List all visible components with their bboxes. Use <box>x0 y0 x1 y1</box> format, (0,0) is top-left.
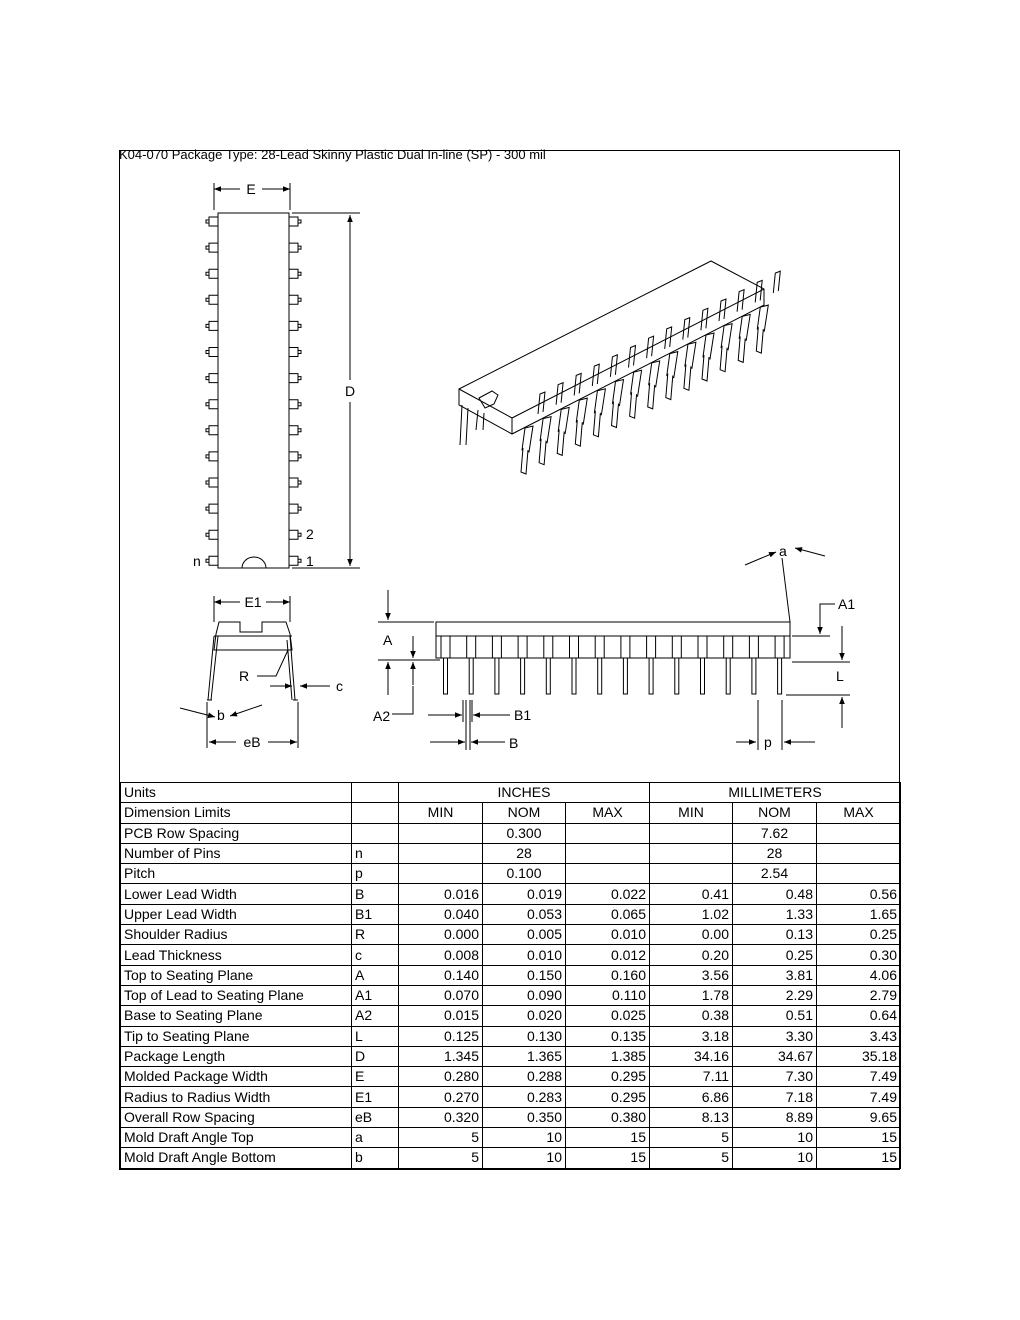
row-value: 1.385 <box>566 1046 650 1066</box>
dim-label-A: A <box>383 632 393 648</box>
iso-pin-lead <box>720 346 727 372</box>
row-value <box>566 843 650 863</box>
row-value: 1.345 <box>399 1046 483 1066</box>
inches-header: INCHES <box>399 783 650 803</box>
row-value: 10 <box>483 1148 566 1168</box>
table-row <box>121 965 901 985</box>
row-value: 0.040 <box>399 904 483 924</box>
row-value: 2.79 <box>817 985 901 1005</box>
iso-pin-lead <box>521 448 528 474</box>
table-row <box>121 904 901 924</box>
row-symbol: R <box>352 925 399 945</box>
row-value: 2.54 <box>733 864 817 884</box>
row-name: Shoulder Radius <box>121 925 352 945</box>
table-row <box>121 1107 901 1127</box>
top-pin-left <box>206 504 218 513</box>
row-value: 0.010 <box>566 925 650 945</box>
iso-pin-lead <box>557 429 564 455</box>
row-name: Lower Lead Width <box>121 884 352 904</box>
iso-pin-lead <box>666 374 673 400</box>
row-value: 0.070 <box>399 985 483 1005</box>
top-pin-right <box>289 556 301 565</box>
units-label: Units <box>121 783 352 803</box>
top-view <box>206 183 360 568</box>
side-pin-shoulder <box>595 636 604 658</box>
table-row <box>121 1067 901 1087</box>
row-value: 0.140 <box>399 965 483 985</box>
top-pin-left <box>206 426 218 435</box>
row-value: 8.13 <box>650 1107 733 1127</box>
side-pin-lead <box>623 658 627 694</box>
dim-label-a: a <box>779 543 787 559</box>
row-name: Radius to Radius Width <box>121 1087 352 1107</box>
row-name: Top to Seating Plane <box>121 965 352 985</box>
side-pin-shoulder <box>698 636 707 658</box>
row-value: 10 <box>483 1128 566 1148</box>
row-value: 8.89 <box>733 1107 817 1127</box>
row-value <box>817 864 901 884</box>
side-pin-shoulder <box>724 636 733 658</box>
table-row <box>121 843 901 863</box>
pin-label-1: 1 <box>306 553 314 569</box>
row-value: 0.380 <box>566 1107 650 1127</box>
row-symbol: p <box>352 864 399 884</box>
row-value: 15 <box>817 1128 901 1148</box>
row-value: 7.62 <box>733 823 817 843</box>
top-pin-right <box>289 295 301 304</box>
row-symbol: A <box>352 965 399 985</box>
row-value <box>650 843 733 863</box>
iso-pin-shoulder <box>757 305 768 331</box>
row-value: 0.012 <box>566 945 650 965</box>
side-view-pins <box>441 636 784 694</box>
iso-pin-lead <box>630 392 637 418</box>
table-row <box>121 1087 901 1107</box>
row-value: 0.350 <box>483 1107 566 1127</box>
row-value: 15 <box>817 1148 901 1168</box>
row-value: 0.000 <box>399 925 483 945</box>
row-symbol: A1 <box>352 985 399 1005</box>
side-pin-shoulder <box>647 636 656 658</box>
top-pin-right <box>289 478 301 487</box>
row-value: 9.65 <box>817 1107 901 1127</box>
top-pin-left <box>206 400 218 409</box>
iso-pin-lead <box>702 355 709 381</box>
side-pin-shoulder <box>467 636 476 658</box>
table-units-row <box>121 783 901 803</box>
side-pin-lead <box>546 658 550 694</box>
side-pin-lead <box>701 658 705 694</box>
row-value: 35.18 <box>817 1046 901 1066</box>
row-value: 0.283 <box>483 1087 566 1107</box>
table-row <box>121 884 901 904</box>
col-header: MIN <box>399 803 483 823</box>
row-value: 3.30 <box>733 1026 817 1046</box>
row-value: 0.020 <box>483 1006 566 1026</box>
row-value: 0.288 <box>483 1067 566 1087</box>
row-name: Upper Lead Width <box>121 904 352 924</box>
top-pin-left <box>206 452 218 461</box>
pin-label-2: 2 <box>306 526 314 542</box>
iso-pin-shoulder <box>721 324 732 350</box>
side-pin-lead <box>495 658 499 694</box>
row-value: 7.49 <box>817 1087 901 1107</box>
side-pin-lead <box>726 658 730 694</box>
row-value: 1.65 <box>817 904 901 924</box>
side-pin-lead <box>444 658 448 694</box>
side-pin-lead <box>649 658 653 694</box>
top-view-body <box>218 213 289 568</box>
side-pin-shoulder <box>518 636 527 658</box>
millimeters-header: MILLIMETERS <box>650 783 901 803</box>
top-pin-right <box>289 243 301 252</box>
iso-pin-lead <box>648 383 655 409</box>
side-pin-lead <box>469 658 473 694</box>
isometric-view <box>459 261 780 474</box>
row-value: 7.30 <box>733 1067 817 1087</box>
row-value: 34.16 <box>650 1046 733 1066</box>
top-pin-right <box>289 269 301 278</box>
table-row <box>121 925 901 945</box>
row-value <box>566 864 650 884</box>
iso-pin-lead <box>593 411 600 437</box>
row-value: 0.010 <box>483 945 566 965</box>
top-view-pins <box>206 217 301 565</box>
side-pin-shoulder <box>492 636 501 658</box>
row-value: 1.365 <box>483 1046 566 1066</box>
row-value <box>399 823 483 843</box>
iso-pin-shoulder <box>594 389 605 415</box>
table-row <box>121 1006 901 1026</box>
side-pin-shoulder <box>749 636 758 658</box>
row-value: 10 <box>733 1148 817 1168</box>
row-value: 0.270 <box>399 1087 483 1107</box>
row-value: 0.130 <box>483 1026 566 1046</box>
top-pin-left <box>206 321 218 330</box>
dimensions-table <box>120 782 901 1169</box>
table-row <box>121 1148 901 1168</box>
row-value: 7.18 <box>733 1087 817 1107</box>
row-symbol: eB <box>352 1107 399 1127</box>
top-pin-right <box>289 217 301 226</box>
top-pin-left <box>206 295 218 304</box>
row-value: 28 <box>483 843 566 863</box>
table-limits-row <box>121 803 901 823</box>
row-symbol: A2 <box>352 1006 399 1026</box>
row-value: 0.125 <box>399 1026 483 1046</box>
row-value: 0.022 <box>566 884 650 904</box>
row-symbol: E <box>352 1067 399 1087</box>
top-pin-left <box>206 217 218 226</box>
row-value: 3.18 <box>650 1026 733 1046</box>
row-symbol: a <box>352 1128 399 1148</box>
side-pin-lead <box>752 658 756 694</box>
top-pin-left <box>206 269 218 278</box>
iso-pin-shoulder <box>631 370 642 396</box>
iso-pin-shoulder <box>522 426 533 452</box>
row-value: 0.51 <box>733 1006 817 1026</box>
top-pin-right <box>289 321 301 330</box>
row-value: 7.49 <box>817 1067 901 1087</box>
dim-label-E: E <box>246 181 256 197</box>
top-pin-left <box>206 530 218 539</box>
iso-pin-lead <box>756 327 763 353</box>
iso-pin-shoulder <box>703 333 714 359</box>
side-pin-shoulder <box>621 636 630 658</box>
iso-pin-shoulder <box>540 417 551 443</box>
row-value: 3.81 <box>733 965 817 985</box>
row-value: 0.38 <box>650 1006 733 1026</box>
row-value <box>817 843 901 863</box>
dim-label-R: R <box>239 668 250 684</box>
side-pin-shoulder <box>672 636 681 658</box>
row-value: 0.13 <box>733 925 817 945</box>
row-value: 0.25 <box>817 925 901 945</box>
row-value: 0.64 <box>817 1006 901 1026</box>
row-value <box>650 823 733 843</box>
row-name: Pitch <box>121 864 352 884</box>
side-pin-shoulder <box>544 636 553 658</box>
dim-label-D: D <box>344 383 356 399</box>
top-pin-right <box>289 452 301 461</box>
row-value: 4.06 <box>817 965 901 985</box>
row-value: 0.20 <box>650 945 733 965</box>
package-title: K04-070 Package Type: 28-Lead Skinny Plastic Dual In-line (SP) - 300 mil <box>119 147 546 162</box>
row-symbol: b <box>352 1148 399 1168</box>
row-value: 0.320 <box>399 1107 483 1127</box>
row-name: Molded Package Width <box>121 1067 352 1087</box>
iso-pin-shoulder <box>558 407 569 433</box>
pin-label-n: n <box>193 553 201 569</box>
iso-pin-back <box>773 271 780 293</box>
table-row <box>121 1026 901 1046</box>
iso-pin-lead <box>539 439 546 465</box>
row-value: 0.41 <box>650 884 733 904</box>
row-symbol: c <box>352 945 399 965</box>
row-value: 0.015 <box>399 1006 483 1026</box>
side-pin-lead <box>521 658 525 694</box>
side-pin-shoulder <box>775 636 784 658</box>
iso-pin-lead <box>575 420 582 446</box>
dim-label-B1: B1 <box>514 707 532 723</box>
side-pin-shoulder <box>570 636 579 658</box>
row-value: 7.11 <box>650 1067 733 1087</box>
iso-pin-lead <box>738 336 745 362</box>
row-value: 0.295 <box>566 1087 650 1107</box>
row-value: 1.78 <box>650 985 733 1005</box>
row-value: 1.02 <box>650 904 733 924</box>
row-value: 6.86 <box>650 1087 733 1107</box>
row-name: Overall Row Spacing <box>121 1107 352 1127</box>
top-pin-left <box>206 556 218 565</box>
row-value: 0.110 <box>566 985 650 1005</box>
row-symbol <box>352 823 399 843</box>
col-header: MAX <box>566 803 650 823</box>
row-value <box>650 864 733 884</box>
row-value: 0.56 <box>817 884 901 904</box>
row-value <box>817 823 901 843</box>
side-pin-lead <box>572 658 576 694</box>
side-view <box>378 548 850 750</box>
row-value: 0.025 <box>566 1006 650 1026</box>
dim-label-B: B <box>509 735 519 751</box>
row-value: 0.30 <box>817 945 901 965</box>
col-header: NOM <box>733 803 817 823</box>
table-row <box>121 1128 901 1148</box>
iso-pin-shoulder <box>649 361 660 387</box>
dim-label-E1: E1 <box>244 594 262 610</box>
row-value: 5 <box>650 1148 733 1168</box>
row-value: 0.48 <box>733 884 817 904</box>
row-name: Number of Pins <box>121 843 352 863</box>
top-pin-right <box>289 530 301 539</box>
row-value: 0.25 <box>733 945 817 965</box>
iso-pin-shoulder <box>667 352 678 378</box>
row-name: Base to Seating Plane <box>121 1006 352 1026</box>
iso-pin-shoulder <box>613 380 624 406</box>
table-row <box>121 864 901 884</box>
row-name: Package Length <box>121 1046 352 1066</box>
row-value: 3.56 <box>650 965 733 985</box>
top-pin-left <box>206 374 218 383</box>
side-pin-shoulder <box>441 636 450 658</box>
row-name: Mold Draft Angle Top <box>121 1128 352 1148</box>
row-name: PCB Row Spacing <box>121 823 352 843</box>
top-pin-right <box>289 374 301 383</box>
table-row <box>121 823 901 843</box>
row-symbol: L <box>352 1026 399 1046</box>
row-value: 28 <box>733 843 817 863</box>
row-value: 2.29 <box>733 985 817 1005</box>
dim-label-A2: A2 <box>373 708 391 724</box>
iso-pin-shoulder <box>576 398 587 424</box>
row-value: 5 <box>399 1128 483 1148</box>
row-value: 0.135 <box>566 1026 650 1046</box>
row-symbol: B1 <box>352 904 399 924</box>
row-value: 0.00 <box>650 925 733 945</box>
top-pin-right <box>289 400 301 409</box>
col-header: NOM <box>483 803 566 823</box>
row-value: 3.43 <box>817 1026 901 1046</box>
row-value: 5 <box>650 1128 733 1148</box>
top-pin-right <box>289 426 301 435</box>
row-value: 0.005 <box>483 925 566 945</box>
row-symbol: D <box>352 1046 399 1066</box>
row-value: 0.016 <box>399 884 483 904</box>
col-header: MIN <box>650 803 733 823</box>
row-value: 0.090 <box>483 985 566 1005</box>
side-pin-lead <box>778 658 782 694</box>
row-value: 0.053 <box>483 904 566 924</box>
table-row <box>121 985 901 1005</box>
end-view <box>180 596 330 748</box>
row-symbol: B <box>352 884 399 904</box>
top-pin-left <box>206 243 218 252</box>
dim-label-eB: eB <box>243 734 261 750</box>
row-value: 0.100 <box>483 864 566 884</box>
dim-label-p: p <box>764 734 772 750</box>
row-value <box>566 823 650 843</box>
row-value: 0.160 <box>566 965 650 985</box>
row-value: 15 <box>566 1128 650 1148</box>
row-value <box>399 843 483 863</box>
iso-pin-shoulder <box>685 342 696 368</box>
dim-label-c: c <box>336 678 343 694</box>
pin1-notch <box>242 557 266 568</box>
top-pin-left <box>206 478 218 487</box>
row-name: Lead Thickness <box>121 945 352 965</box>
row-name: Top of Lead to Seating Plane <box>121 985 352 1005</box>
side-pin-lead <box>675 658 679 694</box>
table-row <box>121 1046 901 1066</box>
dim-label-A1: A1 <box>838 596 856 612</box>
row-value: 0.019 <box>483 884 566 904</box>
row-value <box>399 864 483 884</box>
row-value: 0.008 <box>399 945 483 965</box>
iso-pin-shoulder <box>739 314 750 340</box>
row-value: 1.33 <box>733 904 817 924</box>
side-pin-lead <box>598 658 602 694</box>
row-value: 0.065 <box>566 904 650 924</box>
row-name: Tip to Seating Plane <box>121 1026 352 1046</box>
iso-pin-lead <box>684 364 691 390</box>
dimension-limits-label: Dimension Limits <box>121 803 352 823</box>
top-pin-right <box>289 504 301 513</box>
dim-label-b: b <box>217 707 225 723</box>
col-header: MAX <box>817 803 901 823</box>
row-value: 5 <box>399 1148 483 1168</box>
row-value: 0.150 <box>483 965 566 985</box>
row-value: 34.67 <box>733 1046 817 1066</box>
row-name: Mold Draft Angle Bottom <box>121 1148 352 1168</box>
top-pin-left <box>206 348 218 357</box>
row-value: 0.280 <box>399 1067 483 1087</box>
row-value: 15 <box>566 1148 650 1168</box>
row-value: 0.295 <box>566 1067 650 1087</box>
row-symbol: E1 <box>352 1087 399 1107</box>
row-symbol: n <box>352 843 399 863</box>
row-value: 0.300 <box>483 823 566 843</box>
iso-pin-lead <box>612 402 619 428</box>
table-row <box>121 945 901 965</box>
top-pin-right <box>289 348 301 357</box>
dim-label-L: L <box>836 668 844 684</box>
row-value: 10 <box>733 1128 817 1148</box>
